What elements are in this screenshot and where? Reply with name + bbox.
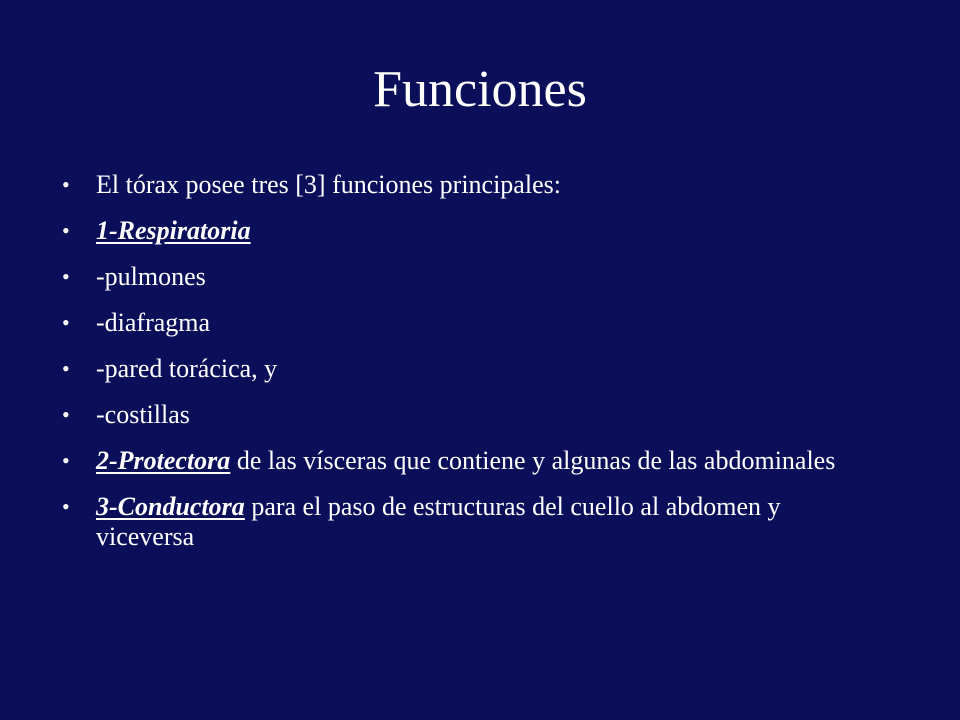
slide-title: Funciones bbox=[373, 61, 587, 118]
bullet-dot: • bbox=[62, 356, 70, 381]
bullet-item bbox=[62, 308, 882, 338]
bullet-item bbox=[62, 262, 882, 292]
bullet-item bbox=[62, 492, 882, 552]
bullet-item bbox=[62, 354, 882, 384]
bullet-text: para el paso de estructuras del cuello al abdomen y viceversa bbox=[96, 492, 781, 551]
bullet-dot: • bbox=[62, 218, 70, 243]
bullet-item bbox=[62, 446, 882, 476]
bullet-list bbox=[62, 170, 882, 568]
bullet-emphasis: 1-Respiratoria bbox=[96, 216, 251, 245]
bullet-dot: • bbox=[62, 448, 70, 473]
bullet-text: -diafragma bbox=[96, 308, 211, 337]
bullet-dot: • bbox=[62, 310, 70, 335]
bullet-emphasis: 2-Protectora bbox=[96, 446, 231, 475]
bullet-text: -costillas bbox=[96, 400, 190, 429]
bullet-text: El tórax posee tres [3] funciones principales: bbox=[96, 170, 561, 199]
bullet-emphasis: 3-Conductora bbox=[96, 492, 245, 521]
bullet-text: de las vísceras que contiene y algunas de las abdominales bbox=[230, 446, 836, 475]
bullet-dot: • bbox=[62, 172, 70, 197]
bullet-dot: • bbox=[62, 402, 70, 427]
bullet-text: -pared torácica, y bbox=[96, 354, 278, 383]
bullet-dot: • bbox=[62, 494, 70, 519]
bullet-item bbox=[62, 170, 882, 200]
bullet-dot: • bbox=[62, 264, 70, 289]
bullet-item bbox=[62, 216, 882, 246]
bullet-text: -pulmones bbox=[96, 262, 206, 291]
bullet-item bbox=[62, 400, 882, 430]
